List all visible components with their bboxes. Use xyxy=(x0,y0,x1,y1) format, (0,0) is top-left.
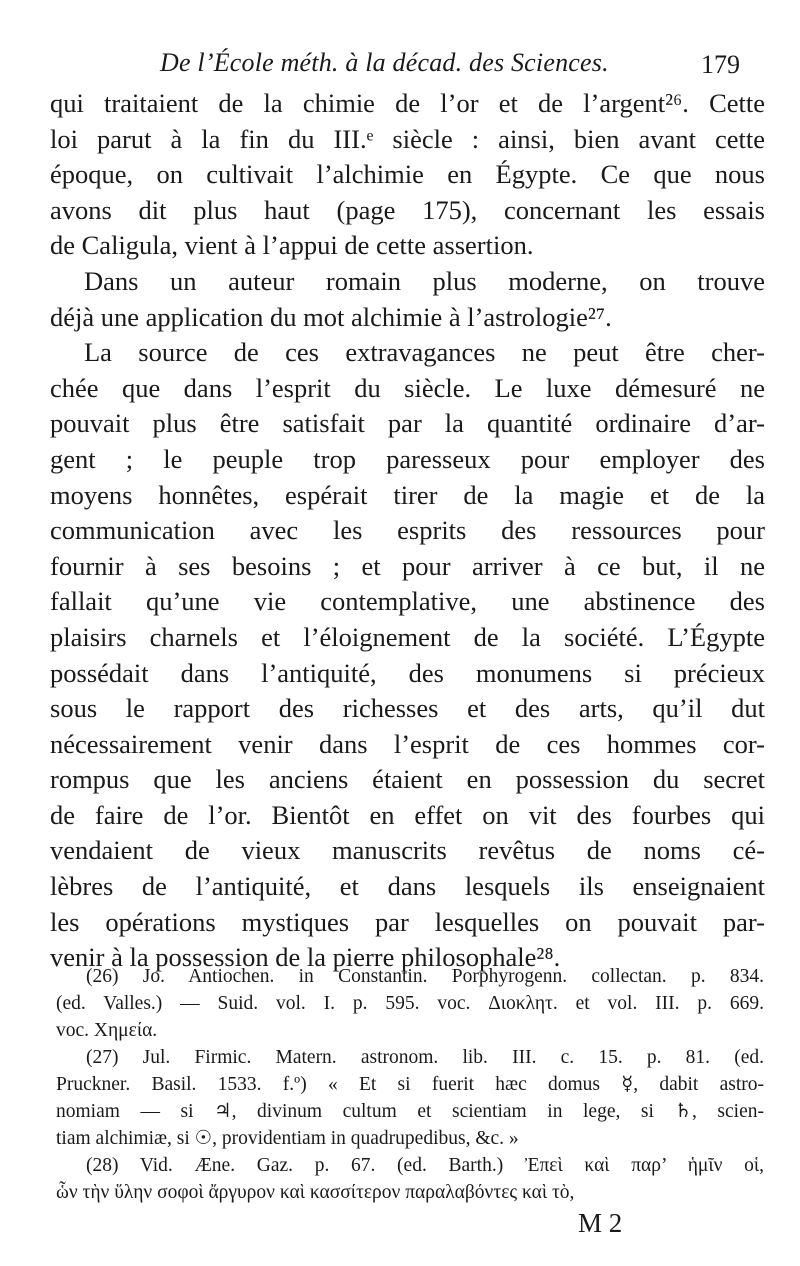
text-line: lèbres de l’antiquité, et dans lesquels ils enseignaient xyxy=(50,871,765,902)
text-line: de Caligula, vient à l’appui de cette assertion. xyxy=(50,230,534,261)
text-line: Dans un auteur romain plus moderne, on trouve xyxy=(84,265,765,296)
footnote-line: nomiam — si ♃, divinum cultum et scientiam in lege, si ♄, scien- xyxy=(56,1101,764,1122)
footnote-line: voc. Χημεία. xyxy=(56,1020,158,1041)
footnotes xyxy=(56,963,764,1206)
text-line: qui traitaient de la chimie de l’or et de l’argent²⁶. Cette xyxy=(50,88,765,118)
page-header xyxy=(160,48,740,88)
signature-mark: M 2 xyxy=(578,1208,623,1238)
page-number: 179 xyxy=(701,50,740,79)
footnote-line: tiam alchimiæ, si ☉, providentiam in quadrupedibus, &c. » xyxy=(56,1128,519,1149)
footnote-line: (28) Vid. Æne. Gaz. p. 67. (ed. Barth.) Ἐπεὶ καὶ παρ’ ἡμῖν οἱ, xyxy=(86,1155,764,1176)
text-line: rompus que les anciens étaient en possession du secret xyxy=(50,764,765,795)
footnote-line: ὧν τὴν ὕλην σοφοὶ ἄργυρον καὶ κασσίτερον παραλαβόντες καὶ τὸ, xyxy=(56,1182,575,1203)
text-line: plaisirs charnels et l’éloignement de la société. L’Égypte xyxy=(50,621,765,652)
text-line: fallait qu’une vie contemplative, une abstinence des xyxy=(50,586,765,617)
footnote-line: (26) Jo. Antiochen. in Constantin. Porphyrogenn. collectan. p. 834. xyxy=(86,966,764,987)
text-line: pouvait plus être satisfait par la quantité ordinaire d’ar- xyxy=(50,408,765,439)
body-text xyxy=(50,86,765,976)
text-line: loi parut à la fin du III.ᵉ siècle : ainsi, bien avant cette xyxy=(50,123,765,154)
text-line: sous le rapport des richesses et des arts, qu’il dut xyxy=(50,693,765,724)
text-line: vendaient de vieux manuscrits revêtus de noms cé- xyxy=(50,835,765,866)
text-line: nécessairement venir dans l’esprit de ces hommes cor- xyxy=(50,728,765,759)
running-title: De l’École méth. à la décad. des Sciences. xyxy=(160,48,609,77)
text-line: La source de ces extravagances ne peut être cher- xyxy=(84,337,765,368)
text-line: fournir à ses besoins ; et pour arriver à ce but, il ne xyxy=(50,550,765,581)
footnote-line: Pruckner. Basil. 1533. f.º) « Et si fuerit hæc domus ☿, dabit astro- xyxy=(56,1074,764,1095)
text-line: chée que dans l’esprit du siècle. Le luxe démesuré ne xyxy=(50,372,765,403)
text-line: avons dit plus haut (page 175), concernant les essais xyxy=(50,194,765,225)
text-line: époque, on cultivait l’alchimie en Égypte. Ce que nous xyxy=(50,159,765,190)
footnote-line: (27) Jul. Firmic. Matern. astronom. lib. III. c. 15. p. 81. (ed. xyxy=(86,1047,764,1068)
text-line: déjà une application du mot alchimie à l’astrologie²⁷. xyxy=(50,301,612,332)
text-line: de faire de l’or. Bientôt en effet on vit des fourbes qui xyxy=(50,799,765,830)
text-line: les opérations mystiques par lesquelles on pouvait par- xyxy=(50,906,765,937)
text-line: venir à la possession de la pierre philosophale²⁸. xyxy=(50,942,561,973)
text-line: communication avec les esprits des ressources pour xyxy=(50,515,765,546)
footnote-line: (ed. Valles.) — Suid. vol. I. p. 595. voc. Διοκλητ. et vol. III. p. 669. xyxy=(56,993,764,1014)
text-line: possédait dans l’antiquité, des monumens si précieux xyxy=(50,657,765,688)
text-line: moyens honnêtes, espérait tirer de la magie et de la xyxy=(50,479,765,510)
text-line: gent ; le peuple trop paresseux pour employer des xyxy=(50,443,765,474)
